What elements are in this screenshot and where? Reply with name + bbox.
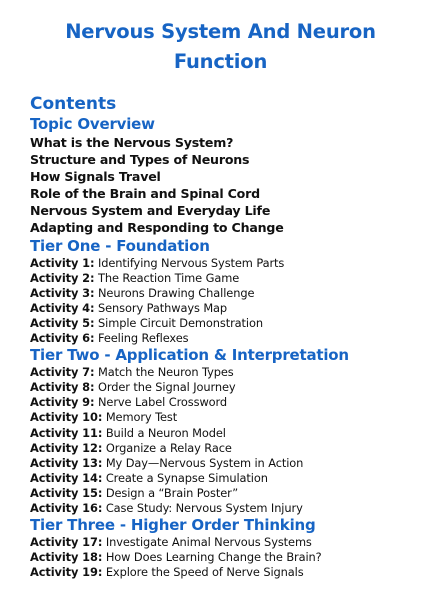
activity-label: Activity 6: (30, 331, 95, 346)
topic-overview-heading: Topic Overview (30, 115, 155, 133)
activity-label: Activity 17: (30, 535, 103, 550)
tier-two-heading: Tier Two - Application & Interpretation (30, 346, 349, 365)
topic-item: How Signals Travel (30, 169, 161, 185)
tier-one-activity-list (30, 256, 411, 347)
activity-label: Activity 8: (30, 380, 95, 395)
topic-item: What is the Nervous System? (30, 135, 234, 150)
document-title (30, 0, 411, 77)
activity-item (30, 565, 411, 580)
activity-label: Activity 3: (30, 285, 95, 300)
activity-title: Case Study: Nervous System Injury (105, 500, 303, 515)
activity-item (30, 441, 411, 456)
tier-three-activity-list (30, 535, 411, 580)
contents-heading: Contents (30, 94, 117, 114)
activity-label: Activity 2: (30, 270, 95, 285)
activity-title: How Does Learning Change the Brain? (105, 550, 322, 565)
activity-title: Memory Test (105, 410, 178, 425)
tier-two-activity-list (30, 365, 411, 516)
activity-item (30, 486, 411, 501)
activity-title: Nerve Label Crossword (98, 395, 228, 410)
activity-label: Activity 1: (30, 255, 95, 270)
activity-label: Activity 5: (30, 315, 95, 330)
topic-item: Nervous System and Everyday Life (30, 203, 271, 219)
topic-item: Structure and Types of Neurons (30, 152, 250, 168)
activity-label: Activity 10: (30, 410, 103, 425)
topic-overview-list (30, 134, 411, 237)
activity-label: Activity 4: (30, 300, 95, 315)
activity-title: Neurons Drawing Challenge (98, 285, 255, 300)
activity-label: Activity 11: (30, 425, 103, 440)
activity-item (30, 380, 411, 395)
activity-item (30, 286, 411, 301)
activity-title: Organize a Relay Race (105, 440, 232, 455)
activity-title: Sensory Pathways Map (98, 300, 228, 315)
activity-title: Simple Circuit Demonstration (98, 315, 263, 330)
activity-title: Design a “Brain Poster” (105, 485, 239, 500)
activity-label: Activity 9: (30, 395, 95, 410)
activity-item (30, 256, 411, 271)
activity-item (30, 316, 411, 331)
activity-item (30, 426, 411, 441)
activity-item (30, 456, 411, 471)
activity-item (30, 550, 411, 565)
title-line-2: Function (173, 50, 268, 73)
activity-item (30, 471, 411, 486)
activity-item (30, 395, 411, 410)
activity-label: Activity 14: (30, 470, 103, 485)
topic-item: Role of the Brain and Spinal Cord (30, 186, 260, 202)
activity-item (30, 301, 411, 316)
activity-item (30, 535, 411, 550)
activity-label: Activity 19: (30, 565, 103, 580)
activity-label: Activity 15: (30, 485, 103, 500)
activity-title: Explore the Speed of Nerve Signals (105, 565, 304, 580)
activity-title: My Day—Nervous System in Action (105, 455, 304, 470)
tier-three-heading: Tier Three - Higher Order Thinking (30, 516, 316, 535)
activity-title: Order the Signal Journey (98, 380, 236, 395)
activity-title: Match the Neuron Types (98, 365, 234, 380)
activity-title: Build a Neuron Model (105, 425, 226, 440)
activity-item (30, 271, 411, 286)
activity-title: Investigate Animal Nervous Systems (105, 535, 312, 550)
activity-label: Activity 7: (30, 365, 95, 380)
activity-title: Feeling Reflexes (98, 331, 189, 346)
activity-label: Activity 16: (30, 500, 103, 515)
activity-label: Activity 18: (30, 550, 103, 565)
topic-item: Adapting and Responding to Change (30, 220, 284, 236)
activity-label: Activity 13: (30, 455, 103, 470)
activity-item (30, 365, 411, 380)
activity-title: The Reaction Time Game (98, 270, 240, 285)
activity-item (30, 501, 411, 516)
activity-title: Identifying Nervous System Parts (98, 255, 285, 270)
title-line-1: Nervous System And Neuron (65, 20, 376, 43)
tier-one-heading: Tier One - Foundation (30, 236, 210, 255)
activity-label: Activity 12: (30, 440, 103, 455)
activity-item (30, 331, 411, 346)
activity-title: Create a Synapse Simulation (105, 470, 268, 485)
activity-item (30, 410, 411, 425)
